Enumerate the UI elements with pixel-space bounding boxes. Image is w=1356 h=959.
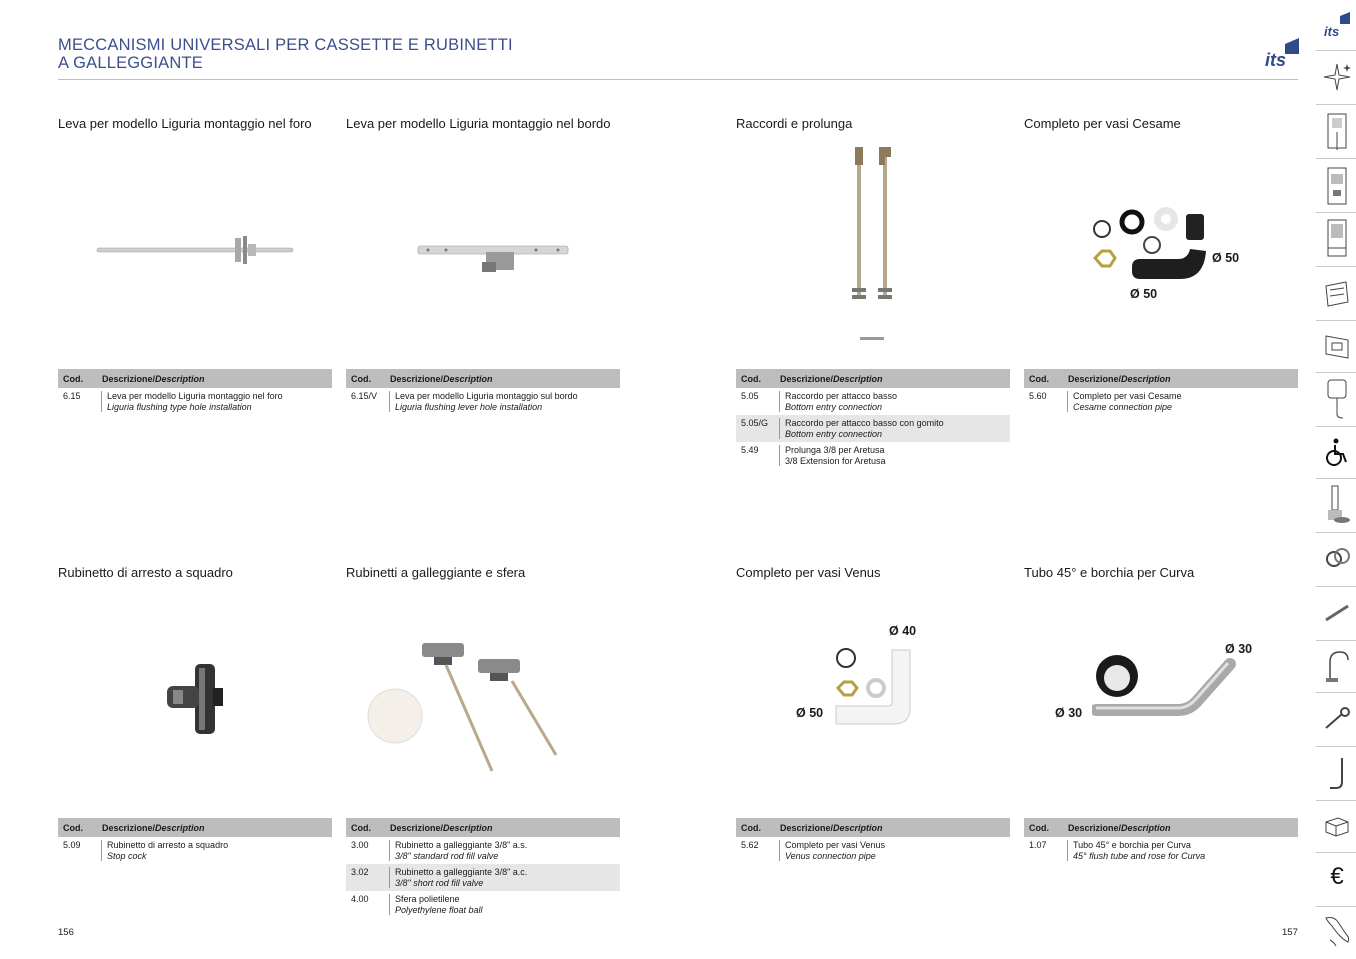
table-row: 5.05/G Raccordo per attacco basso con gomito Bottom entry connection xyxy=(736,415,1010,442)
svg-text:its: its xyxy=(1324,24,1340,39)
frame-icon[interactable] xyxy=(1320,166,1354,200)
page-title: MECCANISMI UNIVERSALI PER CASSETTE E RUBINETTI A GALLEGGIANTE xyxy=(58,36,513,72)
box-icon[interactable] xyxy=(1320,810,1354,844)
diameter-label: Ø 30 xyxy=(1225,642,1253,656)
section-title: Rubinetti a galleggiante e sfera xyxy=(346,565,526,580)
diameter-label: Ø 50 xyxy=(796,706,824,720)
curva-tube-image xyxy=(1092,652,1238,731)
table-row: 6.15 Leva per modello Liguria montaggio nel foro Liguria flushing type hole installation xyxy=(63,391,283,412)
sensor-box-icon[interactable] xyxy=(1320,276,1354,310)
diameter-label: Ø 30 xyxy=(1055,706,1083,720)
product-table xyxy=(58,818,332,864)
sparkle-icon[interactable] xyxy=(1320,60,1354,94)
pipe-icon[interactable] xyxy=(1320,596,1354,630)
table-row: 1.07 Tubo 45° e borchia per Curva 45° flush tube and rose for Curva xyxy=(1029,840,1206,861)
table-row: 5.49 Prolunga 3/8 per Aretusa 3/8 Extension for Aretusa xyxy=(741,445,886,466)
table-row: 5.60 Completo per vasi Cesame Cesame connection pipe xyxy=(1029,391,1182,412)
section-title: Completo per vasi Venus xyxy=(736,565,881,580)
table-header: Cod. Descrizione/Description xyxy=(346,369,620,388)
table-header: Cod. Descrizione/Description xyxy=(58,369,332,388)
euro-icon[interactable]: € xyxy=(1330,863,1344,890)
flush-plate-icon[interactable] xyxy=(1320,330,1354,364)
diameter-label: Ø 50 xyxy=(1212,251,1240,265)
section-title: Rubinetto di arresto a squadro xyxy=(58,565,233,580)
italy-map-icon[interactable] xyxy=(1320,914,1354,948)
fitting-icon[interactable] xyxy=(1320,542,1354,576)
its-logo-icon xyxy=(1263,38,1303,70)
table-header: Cod. Descrizione/Description xyxy=(58,818,332,837)
section-title: Raccordi e prolunga xyxy=(736,116,853,131)
diameter-label: Ø 50 xyxy=(1130,287,1158,301)
cistern-icon[interactable] xyxy=(1320,378,1354,412)
table-row: 5.05 Raccordo per attacco basso Bottom entry connection xyxy=(741,391,898,412)
diameter-label: Ø 40 xyxy=(889,624,917,638)
title-divider xyxy=(58,79,1298,80)
wrench-icon[interactable] xyxy=(1320,702,1354,736)
page-number-right: 157 xyxy=(1282,927,1298,938)
svg-text:its: its xyxy=(1265,50,1287,70)
faucet-icon[interactable] xyxy=(1320,648,1354,682)
venus-kit-image xyxy=(834,646,916,733)
table-row: 6.15/V Leva per modello Liguria montaggio sul bordo Liguria flushing lever hole installation xyxy=(351,391,578,412)
table-header: Cod. Descrizione/Description xyxy=(1024,818,1298,837)
product-table xyxy=(736,369,1010,469)
connectors-image xyxy=(848,143,898,353)
product-table xyxy=(58,369,332,415)
tube-icon[interactable] xyxy=(1320,756,1354,790)
frame-tall-icon[interactable] xyxy=(1320,218,1354,252)
table-row: 5.62 Completo per vasi Venus Venus connection pipe xyxy=(741,840,886,861)
product-table xyxy=(1024,818,1298,864)
table-row: 4.00 Sfera polietilene Polyethylene float ball xyxy=(351,894,483,915)
fill-valves-image xyxy=(366,637,562,782)
cesame-kit-image xyxy=(1088,203,1212,294)
lever-edge-image xyxy=(416,236,570,283)
table-row: 5.09 Rubinetto di arresto a squadro Stop cock xyxy=(63,840,229,861)
table-header: Cod. Descrizione/Description xyxy=(736,369,1010,388)
lever-hole-image xyxy=(95,232,295,273)
section-title: Tubo 45° e borchia per Curva xyxy=(1024,565,1195,580)
table-header: Cod. Descrizione/Description xyxy=(346,818,620,837)
table-header: Cod. Descrizione/Description xyxy=(736,818,1010,837)
table-row: 3.02 Rubinetto a galleggiante 3/8" a.c. 3/8" short rod fill valve xyxy=(346,864,620,891)
product-table xyxy=(1024,369,1298,415)
stop-cock-image xyxy=(165,662,227,743)
table-header: Cod. Descrizione/Description xyxy=(1024,369,1298,388)
wheelchair-icon[interactable] xyxy=(1320,436,1354,470)
section-title: Completo per vasi Cesame xyxy=(1024,116,1181,131)
flush-valve-icon[interactable] xyxy=(1320,484,1354,518)
cistern-frame-icon[interactable] xyxy=(1320,112,1354,146)
section-title: Leva per modello Liguria montaggio nel foro xyxy=(58,116,312,131)
table-row: 3.00 Rubinetto a galleggiante 3/8" a.s. 3/8" standard rod fill valve xyxy=(351,840,528,861)
product-table xyxy=(346,818,620,918)
product-table xyxy=(346,369,620,415)
product-table xyxy=(736,818,1010,864)
its-logo-icon[interactable] xyxy=(1320,10,1354,44)
page-number-left: 156 xyxy=(58,927,74,938)
section-title: Leva per modello Liguria montaggio nel bordo xyxy=(346,116,611,131)
